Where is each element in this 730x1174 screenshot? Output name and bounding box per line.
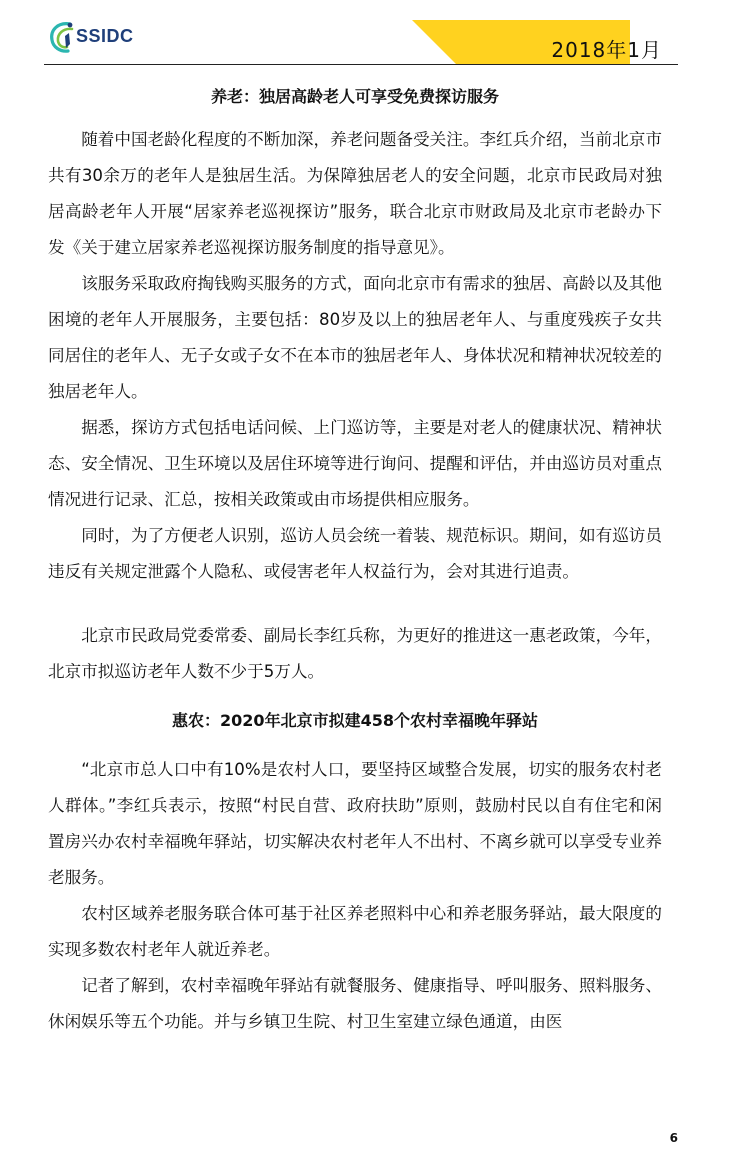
paragraph: 记者了解到，农村幸福晚年驿站有就餐服务、健康指导、呼叫服务、照料服务、休闲娱乐等五个功能。并与乡镇卫生院、村卫生室建立绿色通道，由医 <box>48 976 662 1031</box>
page-number: 6 <box>669 1131 678 1145</box>
issue-date: 2018年1月 <box>551 38 662 62</box>
paragraph: 随着中国老龄化程度的不断加深，养老问题备受关注。李红兵介绍，当前北京市共有30余万的老年人是独居生活。为保障独居老人的安全问题，北京市民政局对独居高龄老年人开展“居家养老巡视探访”服务，联合北京市财政局及北京市老龄办下发《关于建立居家养老巡视探访服务制度的指导意见》。 <box>48 130 662 257</box>
paragraph: 该服务采取政府掏钱购买服务的方式，面向北京市有需求的独居、高龄以及其他困境的老年人开展服务，主要包括：80岁及以上的独居老年人、与重度残疾子女共同居住的老年人、无子女或子女不在本市的独居老年人、身体状况和精神状况较差的独居老年人。 <box>48 274 662 401</box>
logo-swoosh-icon <box>48 20 78 54</box>
section-heading-rural-support: 惠农：2020年北京市拟建458个农村幸福晚年驿站 <box>172 711 538 730</box>
section-heading-elderly-care: 养老：独居高龄老人可享受免费探访服务 <box>210 87 499 106</box>
paragraph: “北京市总人口中有10%是农村人口，要坚持区域整合发展，切实的服务农村老人群体。”李红兵表示，按照“村民自营、政府扶助”原则，鼓励村民以自有住宅和闲置房兴办农村幸福晚年驿站，切实解决农村老年人不出村、不离乡就可以享受专业养老服务。 <box>48 760 662 887</box>
paragraph: 北京市民政局党委常委、副局长李红兵称，为更好的推进这一惠老政策，今年，北京市拟巡访老年人数不少于5万人。 <box>48 626 662 681</box>
logo-text: SSIDC <box>76 26 134 46</box>
article-body <box>48 84 662 1040</box>
header-divider <box>44 64 678 65</box>
paragraph: 据悉，探访方式包括电话问候、上门巡访等，主要是对老人的健康状况、精神状态、安全情况、卫生环境以及居住环境等进行询问、提醒和评估，并由巡访员对重点情况进行记录、汇总，按相关政策或由市场提供相应服务。 <box>48 418 662 509</box>
paragraph: 农村区域养老服务联合体可基于社区养老照料中心和养老服务驿站，最大限度的实现多数农村老年人就近养老。 <box>48 904 662 959</box>
paragraph: 同时，为了方便老人识别，巡访人员会统一着装、规范标识。期间，如有巡访员违反有关规定泄露个人隐私、或侵害老年人权益行为，会对其进行追责。 <box>48 526 662 581</box>
ssidc-logo <box>48 20 168 56</box>
page-header <box>0 0 730 70</box>
